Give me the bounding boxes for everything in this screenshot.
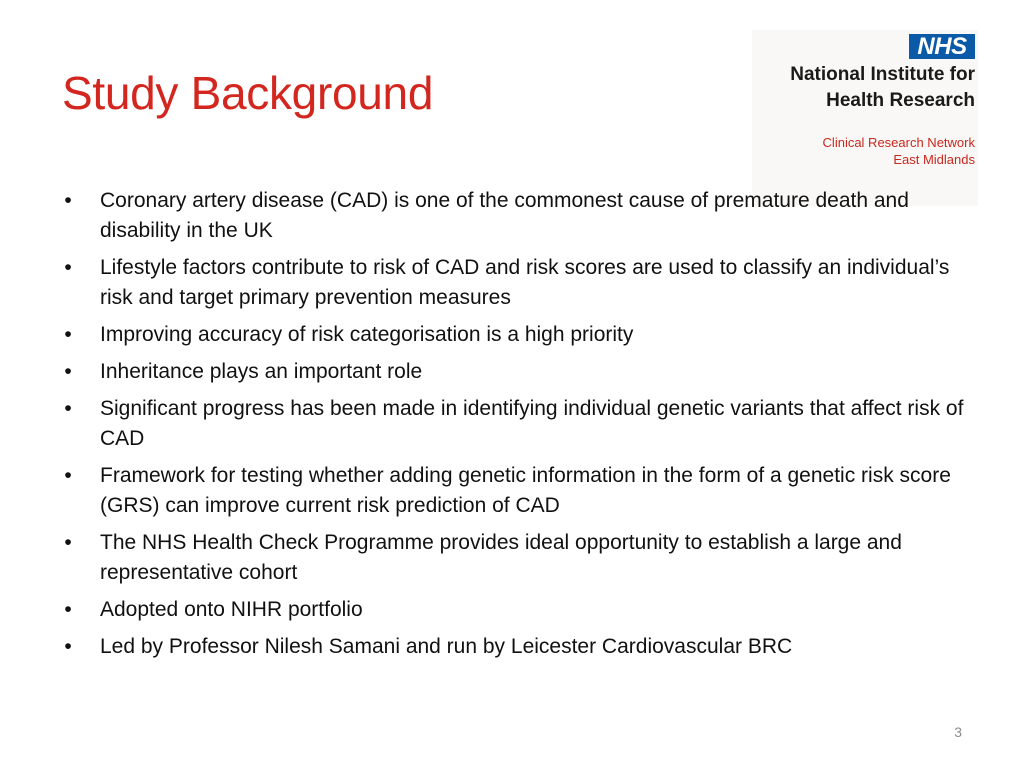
- logo-network-line-2: East Midlands: [893, 152, 975, 167]
- logo-institute-line-1: National Institute for: [790, 64, 975, 85]
- bullet-item: [62, 253, 972, 313]
- bullet-text: Significant progress has been made in identifying individual genetic variants that affect risk of CAD: [100, 397, 964, 450]
- bullet-item: [62, 595, 972, 625]
- bullet-text: Improving accuracy of risk categorisation is a high priority: [100, 323, 634, 346]
- bullet-marker: •: [64, 360, 72, 383]
- bullet-item: [62, 320, 972, 350]
- nihr-logo: [752, 30, 978, 206]
- bullet-marker: •: [64, 256, 72, 279]
- bullet-marker: •: [64, 531, 72, 554]
- bullet-marker: •: [64, 464, 72, 487]
- bullet-text: The NHS Health Check Programme provides ideal opportunity to establish a large and representative cohort: [100, 531, 902, 584]
- bullet-text: Adopted onto NIHR portfolio: [100, 598, 363, 621]
- bullet-item: [62, 461, 972, 521]
- bullet-item: [62, 186, 972, 246]
- bullet-text: Led by Professor Nilesh Samani and run by Leicester Cardiovascular BRC: [100, 635, 793, 658]
- bullet-marker: •: [64, 323, 72, 346]
- bullet-list: [62, 186, 972, 669]
- page-number: 3: [954, 724, 962, 740]
- nhs-logo-mark: NHS: [909, 34, 975, 59]
- bullet-item: [62, 528, 972, 588]
- bullet-item: [62, 394, 972, 454]
- bullet-marker: •: [64, 189, 72, 212]
- bullet-item: [62, 632, 972, 662]
- slide-title: Study Background: [62, 67, 434, 119]
- bullet-marker: •: [64, 635, 72, 658]
- bullet-marker: •: [64, 397, 72, 420]
- bullet-item: [62, 357, 972, 387]
- bullet-text: Coronary artery disease (CAD) is one of the commonest cause of premature death and disability in the UK: [100, 189, 909, 242]
- bullet-text: Framework for testing whether adding genetic information in the form of a genetic risk score (GRS) can improve current risk prediction of CAD: [100, 464, 951, 517]
- logo-network-line-1: Clinical Research Network: [822, 135, 975, 150]
- bullet-text: Inheritance plays an important role: [100, 360, 423, 383]
- bullet-marker: •: [64, 598, 72, 621]
- bullet-text: Lifestyle factors contribute to risk of CAD and risk scores are used to classify an individual’s risk and target primary prevention measures: [100, 256, 950, 309]
- logo-institute-line-2: Health Research: [826, 90, 975, 111]
